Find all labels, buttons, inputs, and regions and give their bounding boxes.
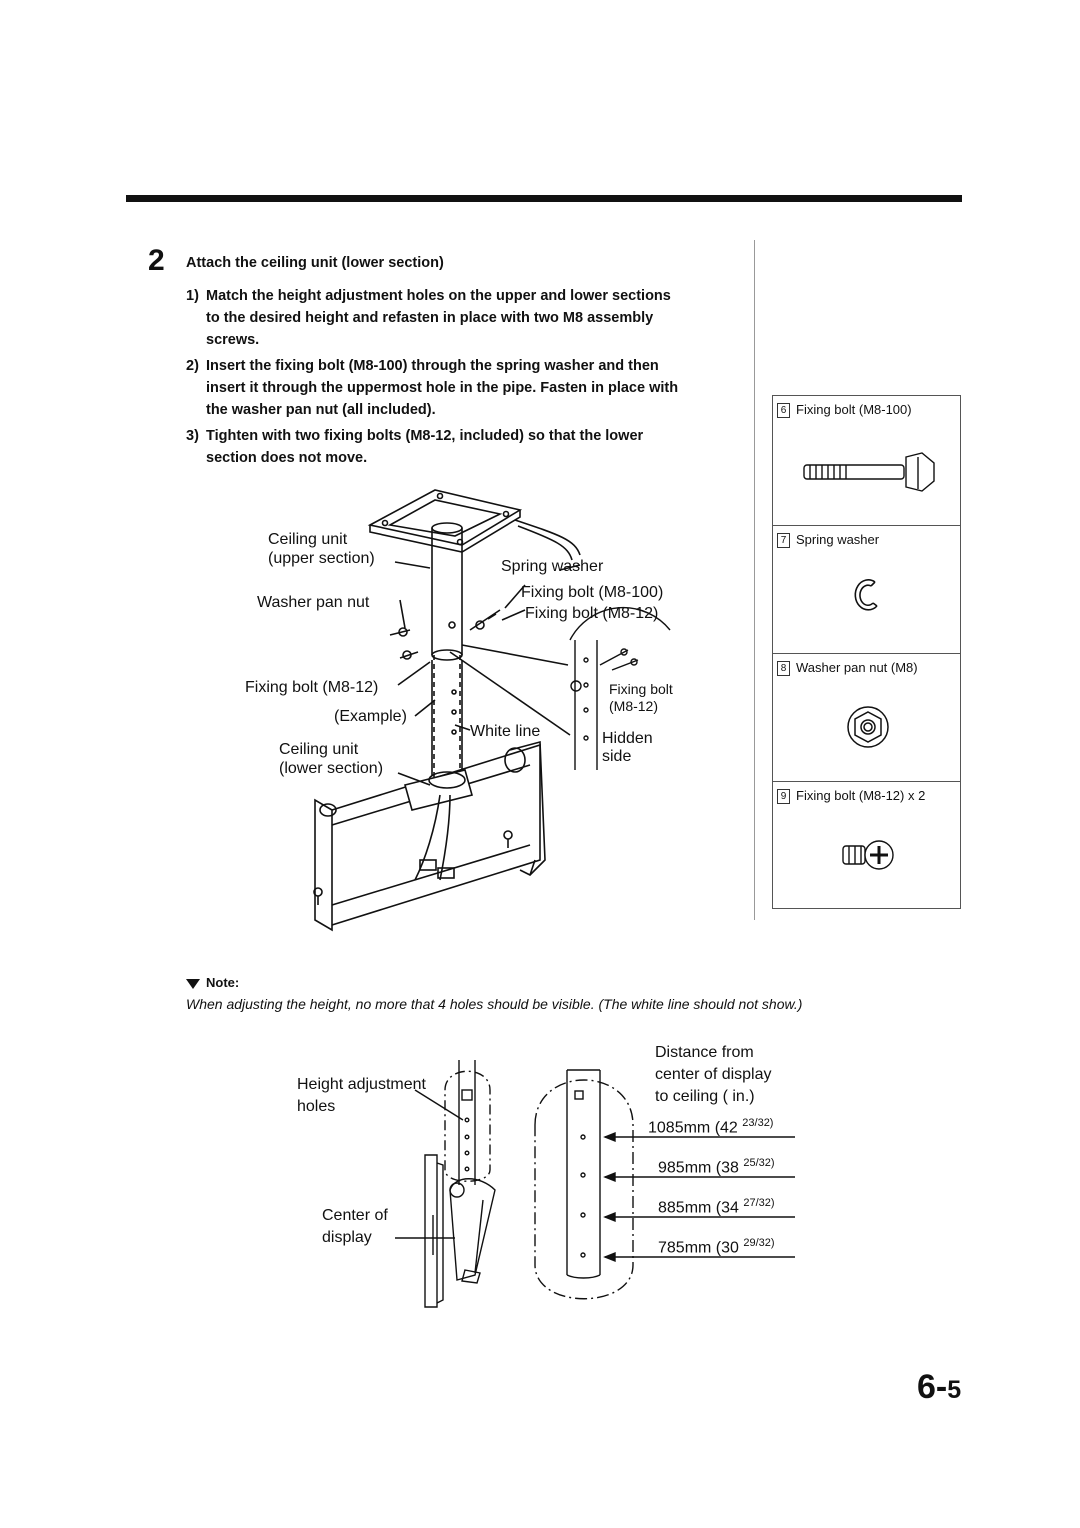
instruction-line: Match the height adjustment holes on the upper and lower sections	[206, 288, 671, 304]
distance-value: 985mm (38	[658, 1159, 739, 1177]
label-line: center of display	[655, 1066, 772, 1083]
label-washer-pan-nut: Washer pan nut	[257, 594, 370, 611]
label-spring-washer: Spring washer	[501, 558, 604, 575]
instruction-line: the washer pan nut (all included).	[206, 402, 436, 418]
label-line: Hidden	[602, 730, 653, 747]
label-distance-heading	[655, 1042, 772, 1108]
distance-fraction: 29/32)	[743, 1237, 775, 1249]
instruction-2	[186, 355, 746, 421]
instruction-line: section does not move.	[206, 450, 368, 466]
label-example: (Example)	[334, 708, 407, 725]
instruction-number: 3)	[186, 428, 199, 444]
column-divider	[754, 240, 755, 920]
distance-1085	[648, 1117, 773, 1138]
note-heading	[186, 975, 239, 990]
label-line: Center of	[322, 1207, 388, 1224]
part-label: Washer pan nut (M8)	[796, 660, 918, 675]
label-line: Distance from	[655, 1044, 754, 1061]
distance-fraction: 23/32)	[742, 1117, 774, 1129]
distance-value: 1085mm (42	[648, 1119, 738, 1137]
label-line: Height adjustment	[297, 1076, 426, 1093]
distance-885	[658, 1197, 775, 1218]
top-rule	[126, 195, 962, 202]
instruction-1	[186, 285, 746, 351]
parts-list	[772, 395, 961, 909]
label-inset-fixing-bolt	[609, 681, 673, 715]
label-line: Fixing bolt	[609, 681, 673, 697]
label-line: to ceiling ( in.)	[655, 1088, 755, 1105]
instruction-number: 2)	[186, 358, 199, 374]
step-number: 2	[148, 244, 165, 277]
step-title: Attach the ceiling unit (lower section)	[186, 255, 444, 271]
distance-value: 885mm (34	[658, 1199, 739, 1217]
instruction-line: screws.	[206, 332, 260, 348]
label-ceiling-unit-lower	[279, 740, 383, 778]
page-number-main: 6-	[917, 1368, 948, 1406]
instruction-number: 1)	[186, 288, 199, 304]
distance-fraction: 25/32)	[743, 1157, 775, 1169]
fixing-bolt-m8-100-icon	[798, 451, 938, 495]
part-item	[773, 782, 960, 908]
washer-pan-nut-icon	[845, 704, 891, 750]
instruction-line: to the desired height and refasten in place with two M8 assembly	[206, 310, 654, 326]
part-number: 8	[777, 661, 790, 676]
label-line: (lower section)	[279, 760, 384, 778]
page-number-sub: 5	[947, 1376, 962, 1404]
instruction-line: Insert the fixing bolt (M8-100) through the spring washer and then	[206, 358, 659, 374]
label-fixing-bolt-m8-12-left: Fixing bolt (M8-12)	[245, 679, 379, 696]
instruction-3	[186, 425, 746, 469]
label-line: side	[602, 748, 632, 765]
note-text: When adjusting the height, no more that 4 holes should be visible. (The white line should not show.)	[186, 996, 803, 1012]
label-line: holes	[297, 1098, 336, 1115]
part-number: 7	[777, 533, 790, 548]
label-line: (M8-12)	[609, 698, 659, 714]
label-hidden-side	[602, 730, 653, 766]
fixing-bolt-m8-12-icon	[839, 837, 895, 873]
part-number: 6	[777, 403, 790, 418]
part-label: Fixing bolt (M8-100)	[796, 402, 912, 417]
instruction-line: insert it through the uppermost hole in the pipe. Fasten in place with	[206, 380, 679, 396]
page-number	[917, 1368, 961, 1407]
part-item	[773, 396, 960, 526]
label-fixing-bolt-m8-100: Fixing bolt (M8-100)	[521, 584, 664, 601]
label-line: display	[322, 1229, 372, 1246]
part-number: 9	[777, 789, 790, 804]
distance-785	[658, 1237, 775, 1258]
instruction-line: Tighten with two fixing bolts (M8-12, included) so that the lower	[206, 428, 644, 444]
label-center-of-display	[322, 1205, 388, 1249]
part-label: Spring washer	[796, 532, 880, 547]
spring-washer-icon	[851, 576, 885, 614]
label-line: Ceiling unit	[268, 531, 348, 548]
note-heading-text: Note:	[206, 975, 240, 990]
label-ceiling-unit-upper	[268, 530, 375, 568]
distance-value: 785mm (30	[658, 1239, 739, 1257]
label-height-adjustment-holes	[297, 1074, 426, 1118]
part-item	[773, 526, 960, 654]
label-fixing-bolt-m8-12: Fixing bolt (M8-12)	[525, 605, 659, 622]
part-item	[773, 654, 960, 782]
label-line: (upper section)	[268, 550, 375, 568]
distance-fraction: 27/32)	[743, 1197, 775, 1209]
label-white-line: White line	[470, 723, 541, 740]
part-label: Fixing bolt (M8-12) x 2	[796, 788, 926, 803]
distance-985	[658, 1157, 775, 1178]
triangle-down-icon	[186, 979, 200, 989]
label-line: Ceiling unit	[279, 741, 359, 758]
